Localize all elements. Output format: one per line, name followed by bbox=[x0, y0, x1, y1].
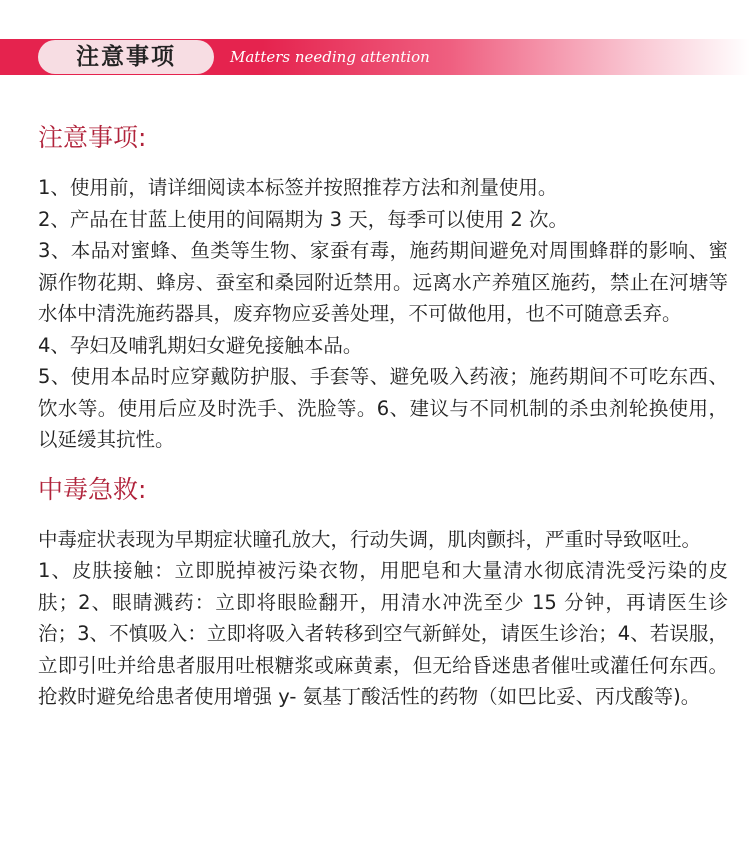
banner-subtitle: Matters needing attention bbox=[230, 48, 430, 66]
first-aid-steps: 1、皮肤接触：立即脱掉被污染衣物，用肥皂和大量清水彻底清洗受污染的皮肤；2、眼睛溅药：立即将眼睑翻开，用清水冲洗至少 15 分钟，再请医生诊治；3、不慎吸入：立即将吸入者转移到空气新鲜处，请医生诊治；4、若误服，立即引吐并给患者服用吐根糖浆或麻黄素，但无给昏迷患者催吐或灌任何东西。抢救时避免给患者使用增强 y- 氨基丁酸活性的药物（如巴比妥、丙戊酸等)。 bbox=[38, 559, 728, 708]
poisoning-symptoms: 中毒症状表现为早期症状瞳孔放大，行动失调，肌肉颤抖，严重时导致呕吐。 bbox=[38, 527, 702, 551]
precaution-item: 3、本品对蜜蜂、鱼类等生物、家蚕有毒，施药期间避免对周围蜂群的影响、蜜源作物花期、蜂房、蚕室和桑园附近禁用。远离水产养殖区施药，禁止在河塘等水体中清洗施药器具，废弃物应妥善处理，不可做他用，也不可随意丢弃。 bbox=[38, 239, 728, 325]
precaution-item: 4、孕妇及哺乳期妇女避免接触本品。 bbox=[38, 333, 363, 357]
banner-title: 注意事项 bbox=[76, 44, 176, 70]
precautions-heading: 注意事项: bbox=[38, 123, 147, 152]
precaution-item: 1、使用前，请详细阅读本标签并按照推荐方法和剂量使用。 bbox=[38, 176, 558, 199]
main-content bbox=[38, 118, 728, 727]
precaution-item: 5、使用本品时应穿戴防护服、手套等、避免吸入药液；施药期间不可吃东西、饮水等。使用后应及时洗手、洗脸等。6、建议与不同机制的杀虫剂轮换使用，以延缓其抗性。 bbox=[38, 365, 728, 451]
banner-title-pill bbox=[38, 40, 214, 74]
poisoning-heading: 中毒急救: bbox=[38, 474, 147, 504]
poisoning-section bbox=[38, 470, 728, 713]
section-banner bbox=[0, 39, 750, 75]
precaution-item: 2、产品在甘蓝上使用的间隔期为 3 天，每季可以使用 2 次。 bbox=[38, 207, 569, 231]
precautions-section bbox=[38, 118, 728, 456]
